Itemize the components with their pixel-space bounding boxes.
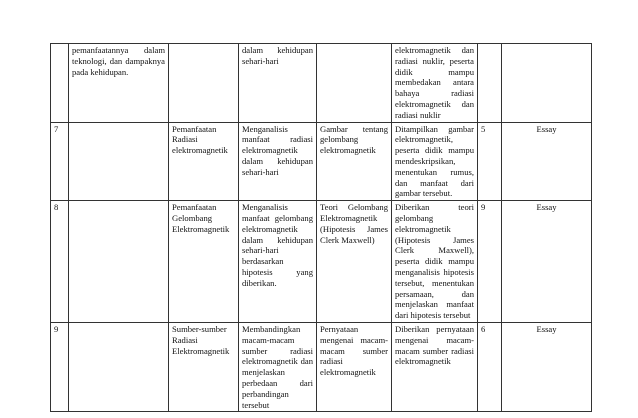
cell-indikator-soal: Ditampilkan gambar elektromagnetik, peserta didik mampu mendeskripsikan, menentukan rumus, dan manfaat dari gambar tersebut.: [392, 122, 478, 201]
cell-kompetensi: [69, 122, 169, 201]
cell-stimulus: Pernyataan mengenai macam-macam sumber radiasi elektromagnetik: [317, 322, 392, 411]
cell-materi: Pemanfaatan Gelombang Elektromagnetik: [169, 201, 239, 323]
kisi-kisi-table: [50, 43, 592, 412]
cell-kompetensi: pemanfaatannya dalam teknologi, dan dampaknya pada kehidupan.: [69, 44, 169, 123]
cell-indikator: Membandingkan macam-macam sumber radiasi elektromagnetik dan menjelaskan perbedaan dari perbandingan tersebut: [239, 322, 317, 411]
cell-nomor-soal: [478, 44, 502, 123]
cell-bentuk-soal: Essay: [502, 322, 592, 411]
cell-stimulus: [317, 44, 392, 123]
cell-materi: [169, 44, 239, 123]
cell-indikator: dalam kehidupan sehari-hari: [239, 44, 317, 123]
cell-bentuk-soal: Essay: [502, 122, 592, 201]
cell-kompetensi: [69, 201, 169, 323]
cell-nomor-soal: 9: [478, 201, 502, 323]
cell-indikator: Menganalisis manfaat radiasi elektromagnetik dalam kehidupan sehari-hari: [239, 122, 317, 201]
table-row: [51, 322, 592, 411]
table-row: [51, 122, 592, 201]
cell-no: [51, 44, 69, 123]
cell-materi: Pemanfaatan Radiasi elektromagnetik: [169, 122, 239, 201]
cell-bentuk-soal: Essay: [502, 201, 592, 323]
cell-nomor-soal: 5: [478, 122, 502, 201]
cell-nomor-soal: 6: [478, 322, 502, 411]
cell-kompetensi: [69, 322, 169, 411]
cell-stimulus: Gambar tentang gelombang elektromagnetik: [317, 122, 392, 201]
cell-no: 8: [51, 201, 69, 323]
table-row: [51, 44, 592, 123]
table-row: [51, 201, 592, 323]
cell-no: 9: [51, 322, 69, 411]
cell-stimulus: Teori Gelombang Elektromagnetik (Hipotesis James Clerk Maxwell): [317, 201, 392, 323]
cell-no: 7: [51, 122, 69, 201]
cell-indikator-soal: Diberikan pernyataan mengenai macam-macam sumber radiasi elektromagnetik: [392, 322, 478, 411]
cell-materi: Sumber-sumber Radiasi Elektromagnetik: [169, 322, 239, 411]
cell-bentuk-soal: [502, 44, 592, 123]
cell-indikator-soal: Diberikan teori gelombang elektromagnetik (Hipotesis James Clerk Maxwell), peserta didik mampu menganalisis hipotesis tersebut, menentukan persamaan, dan menjelaskan manfaat dari hipotesis tersebut: [392, 201, 478, 323]
cell-indikator-soal: elektromagnetik dan radiasi nuklir, peserta didik mampu membedakan antara bahaya radiasi elektromagnetik dan radiasi nuklir: [392, 44, 478, 123]
cell-indikator: Menganalisis manfaat gelombang elektromagnetik dalam kehidupan sehari-hari berdasarkan hipotesis yang diberikan.: [239, 201, 317, 323]
